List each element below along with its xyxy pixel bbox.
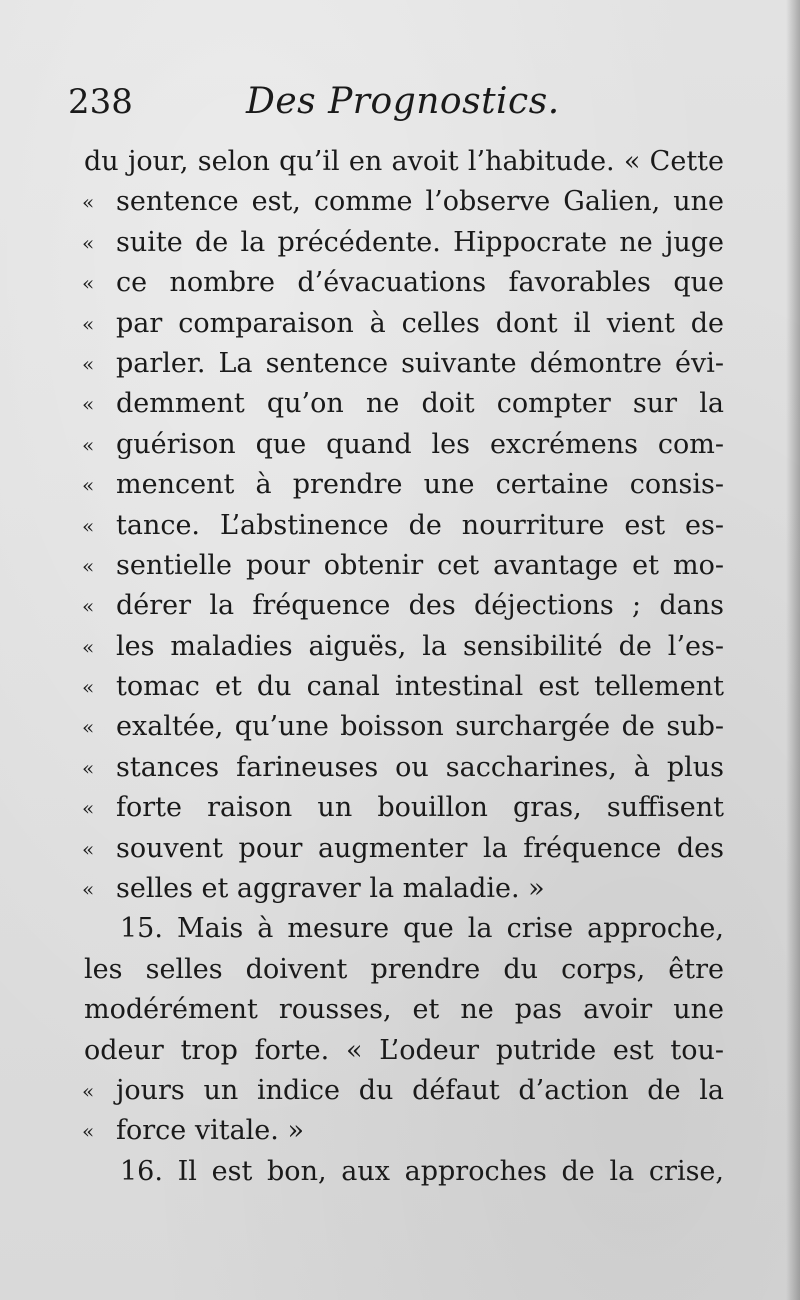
line-text: demment qu’on ne doit compter sur la — [116, 388, 724, 420]
text-line — [84, 586, 724, 626]
text-line — [84, 1152, 724, 1192]
quote-mark: « — [82, 836, 95, 861]
page-edge-shadow — [786, 0, 800, 1300]
text-line — [84, 667, 724, 707]
quote-mark: « — [82, 1078, 95, 1103]
line-text: stances farineuses ou saccharines, à plus — [116, 751, 724, 783]
line-text: jours un indice du défaut d’action de la — [116, 1074, 724, 1106]
line-text: forte raison un bouillon gras, suffisent — [116, 792, 724, 824]
line-text: les maladies aiguës, la sensibilité de l’es- — [116, 630, 724, 662]
line-text: guérison que quand les excrémens com- — [116, 428, 724, 460]
quote-mark: « — [82, 351, 95, 376]
text-line — [84, 990, 724, 1030]
text-line — [84, 909, 724, 949]
quote-mark: « — [82, 392, 95, 417]
line-text: parler. La sentence suivante démontre évi- — [116, 347, 724, 379]
quote-mark: « — [82, 634, 95, 659]
body-text — [84, 142, 724, 1192]
line-text: ce nombre d’évacuations favorables que — [116, 267, 724, 299]
text-line — [84, 223, 724, 263]
text-line — [84, 1071, 724, 1111]
line-text: mencent à prendre une certaine consis- — [116, 469, 724, 501]
text-line — [84, 425, 724, 465]
quote-mark: « — [82, 1119, 95, 1144]
text-line — [84, 788, 724, 828]
line-text: les selles doivent prendre du corps, être — [84, 953, 724, 985]
quote-mark: « — [82, 796, 95, 821]
line-text: 16. Il est bon, aux approches de la crise, — [120, 1155, 724, 1187]
quote-mark: « — [82, 190, 95, 215]
text-line — [84, 304, 724, 344]
line-text: sentence est, comme l’observe Galien, une — [116, 186, 724, 218]
page-header — [68, 78, 728, 126]
quote-mark: « — [82, 311, 95, 336]
text-line — [84, 546, 724, 586]
text-line — [84, 1031, 724, 1071]
line-text: odeur trop forte. « L’odeur putride est tou- — [84, 1034, 724, 1066]
text-line — [84, 748, 724, 788]
line-text: 15. Mais à mesure que la crise approche, — [120, 913, 724, 945]
running-head: Des Prognostics. — [246, 81, 560, 122]
text-line — [84, 829, 724, 869]
quote-mark: « — [82, 230, 95, 255]
quote-mark: « — [82, 513, 95, 538]
page-number: 238 — [68, 82, 133, 122]
line-text: force vitale. » — [116, 1115, 304, 1147]
line-text: exaltée, qu’une boisson surchargée de sub- — [116, 711, 724, 743]
quote-mark: « — [82, 715, 95, 740]
quote-mark: « — [82, 755, 95, 780]
text-line — [84, 182, 724, 222]
quote-mark: « — [82, 877, 95, 902]
text-line — [84, 263, 724, 303]
line-text: modérément rousses, et ne pas avoir une — [84, 994, 724, 1026]
quote-mark: « — [82, 553, 95, 578]
line-text: tomac et du canal intestinal est tellement — [116, 671, 724, 703]
text-line — [84, 465, 724, 505]
line-text: du jour, selon qu’il en avoit l’habitude. « Cette — [84, 146, 724, 177]
line-text: sentielle pour obtenir cet avantage et mo- — [116, 549, 724, 581]
text-line — [84, 344, 724, 384]
text-line — [84, 1111, 724, 1151]
line-text: suite de la précédente. Hippocrate ne juge — [116, 226, 724, 258]
quote-mark: « — [82, 675, 95, 700]
quote-mark: « — [82, 473, 95, 498]
line-text: dérer la fréquence des déjections ; dans — [116, 590, 724, 622]
line-text: selles et aggraver la maladie. » — [116, 873, 545, 905]
text-line — [84, 142, 724, 182]
line-text: souvent pour augmenter la fréquence des — [116, 832, 724, 864]
quote-mark: « — [82, 432, 95, 457]
text-line — [84, 950, 724, 990]
text-line — [84, 627, 724, 667]
text-line — [84, 707, 724, 747]
quote-mark: « — [82, 594, 95, 619]
text-line — [84, 869, 724, 909]
line-text: par comparaison à celles dont il vient de — [116, 307, 724, 339]
text-line — [84, 506, 724, 546]
text-line — [84, 384, 724, 424]
quote-mark: « — [82, 271, 95, 296]
line-text: tance. L’abstinence de nourriture est es- — [116, 509, 724, 541]
